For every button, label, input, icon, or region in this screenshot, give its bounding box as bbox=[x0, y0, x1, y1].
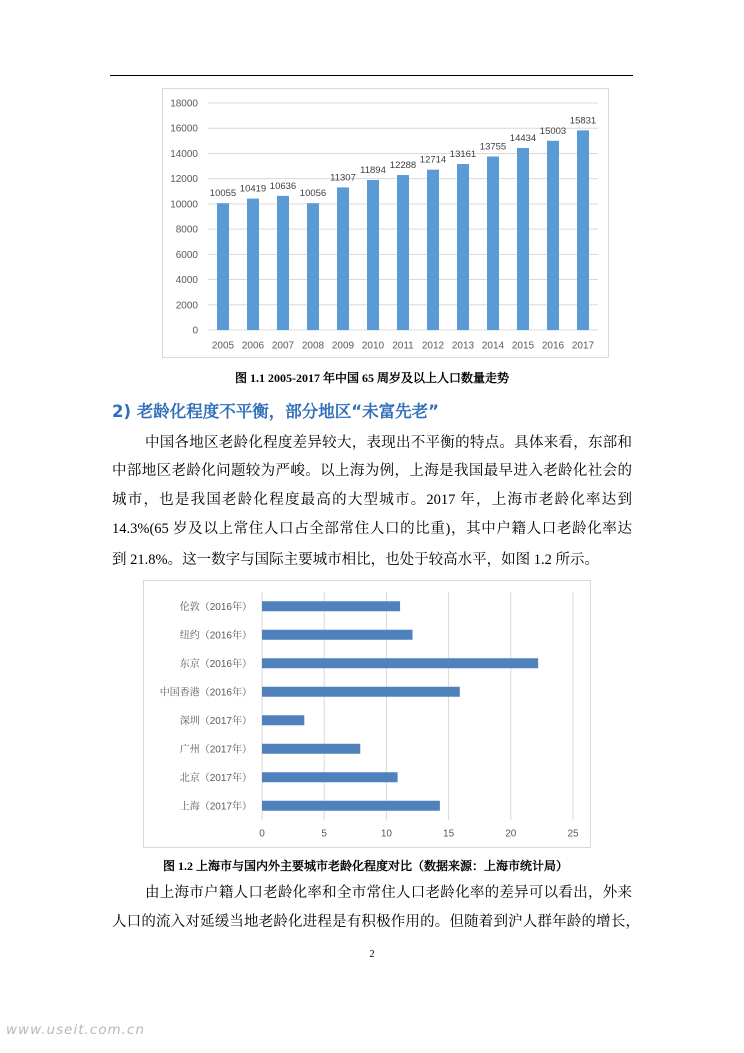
y-tick-label: 18000 bbox=[170, 98, 198, 110]
x-tick-label: 10 bbox=[380, 828, 392, 840]
x-tick-label: 2012 bbox=[421, 340, 445, 352]
x-tick-label: 2009 bbox=[331, 340, 355, 352]
bar bbox=[262, 687, 460, 697]
x-tick-label: 20 bbox=[505, 828, 517, 840]
population-bar-chart bbox=[162, 88, 609, 358]
paragraph-1-line: 城市，也是我国老龄化程度最高的大型城市。2017 年，上海市老龄化率达到 bbox=[112, 492, 632, 508]
data-label: 14434 bbox=[509, 132, 537, 144]
x-tick-label: 2006 bbox=[241, 340, 265, 352]
x-tick-label: 2017 bbox=[571, 340, 595, 352]
paragraph-1-line: 14.3%(65 岁及以上常住人口占全部常住人口的比重)，其中户籍人口老龄化率达 bbox=[112, 521, 632, 537]
x-tick-label: 2010 bbox=[361, 340, 385, 352]
category-label: 伦敦（2016年） bbox=[179, 601, 252, 613]
bar bbox=[262, 630, 413, 640]
bar bbox=[397, 175, 409, 330]
category-label: 纽约（2016年） bbox=[179, 630, 252, 642]
data-label: 11307 bbox=[330, 172, 356, 184]
y-tick-label: 0 bbox=[192, 325, 198, 337]
data-label: 15831 bbox=[569, 115, 597, 127]
x-tick-label: 0 bbox=[259, 828, 265, 840]
bar bbox=[547, 141, 559, 330]
bar bbox=[262, 601, 400, 611]
bar bbox=[427, 170, 439, 330]
x-tick-label: 2013 bbox=[451, 340, 475, 352]
y-tick-label: 4000 bbox=[175, 275, 198, 287]
paragraph-1-line: 中部地区老龄化问题较为严峻。以上海为例，上海是我国最早进入老龄化社会的 bbox=[112, 463, 632, 479]
x-tick-label: 2015 bbox=[511, 340, 535, 352]
data-label: 13161 bbox=[449, 149, 477, 161]
data-label: 10055 bbox=[209, 188, 237, 200]
y-tick-label: 10000 bbox=[170, 199, 198, 211]
x-tick-label: 15 bbox=[443, 828, 455, 840]
y-tick-label: 12000 bbox=[170, 174, 198, 186]
watermark: www.useit.com.cn bbox=[6, 1022, 145, 1038]
paragraph-2-line: 人口的流入对延缓当地老龄化进程是有积极作用的。但随着到沪人群年龄的增长， bbox=[112, 914, 640, 930]
bar bbox=[487, 157, 499, 330]
category-label: 上海（2017年） bbox=[179, 801, 252, 813]
data-label: 10636 bbox=[269, 180, 297, 192]
data-label: 13755 bbox=[479, 141, 507, 153]
section-heading: 2) 老龄化程度不平衡，部分地区“未富先老” bbox=[112, 402, 439, 421]
bar bbox=[262, 772, 398, 782]
bar bbox=[367, 180, 379, 330]
bar bbox=[277, 196, 289, 330]
x-tick-label: 2008 bbox=[301, 340, 325, 352]
bar bbox=[577, 130, 589, 330]
data-label: 10419 bbox=[239, 183, 267, 195]
paragraph-1-line: 中国各地区老龄化程度差异较大，表现出不平衡的特点。具体来看，东部和 bbox=[145, 435, 632, 451]
bar bbox=[337, 187, 349, 330]
data-label: 11894 bbox=[360, 165, 386, 177]
bar bbox=[307, 203, 319, 330]
paragraph-1-line: 到 21.8%。这一数字与国际主要城市相比，也处于较高水平，如图 1.2 所示。 bbox=[112, 552, 599, 568]
bar bbox=[262, 801, 440, 811]
category-label: 深圳（2017年） bbox=[179, 715, 252, 727]
data-label: 10056 bbox=[299, 188, 327, 200]
data-label: 12714 bbox=[419, 154, 447, 166]
y-tick-label: 14000 bbox=[170, 148, 198, 160]
category-label: 中国香港（2016年） bbox=[159, 687, 252, 699]
x-tick-label: 5 bbox=[321, 828, 327, 840]
header-rule bbox=[110, 75, 633, 76]
paragraph-2-line: 由上海市户籍人口老龄化率和全市常住人口老龄化率的差异可以看出，外来 bbox=[145, 885, 632, 901]
y-tick-label: 16000 bbox=[170, 123, 198, 135]
aging-rate-bar-chart bbox=[143, 580, 591, 848]
page-number: 2 bbox=[369, 949, 375, 960]
data-label: 15003 bbox=[539, 125, 567, 137]
figure-1-caption: 图 1.1 2005-2017 年中国 65 周岁及以上人口数量走势 bbox=[235, 371, 509, 385]
bar bbox=[517, 148, 529, 330]
x-tick-label: 2014 bbox=[481, 340, 505, 352]
x-tick-label: 2016 bbox=[541, 340, 565, 352]
bar bbox=[262, 744, 360, 754]
y-tick-label: 6000 bbox=[175, 249, 198, 261]
category-label: 北京（2017年） bbox=[179, 772, 252, 784]
category-label: 东京（2016年） bbox=[179, 658, 252, 670]
figure-2-caption: 图 1.2 上海市与国内外主要城市老龄化程度对比（数据来源：上海市统计局） bbox=[163, 859, 569, 873]
bar bbox=[457, 164, 469, 330]
y-tick-label: 2000 bbox=[175, 300, 198, 312]
bar bbox=[262, 658, 538, 668]
figure-1 bbox=[162, 88, 609, 358]
bar bbox=[262, 715, 304, 725]
category-label: 广州（2017年） bbox=[179, 744, 252, 756]
x-tick-label: 25 bbox=[567, 828, 579, 840]
x-tick-label: 2007 bbox=[271, 340, 295, 352]
x-tick-label: 2011 bbox=[392, 340, 414, 352]
bar bbox=[247, 199, 259, 330]
y-tick-label: 8000 bbox=[175, 224, 198, 236]
figure-2 bbox=[143, 580, 591, 848]
bar bbox=[217, 203, 229, 330]
x-tick-label: 2005 bbox=[211, 340, 235, 352]
data-label: 12288 bbox=[389, 160, 417, 172]
